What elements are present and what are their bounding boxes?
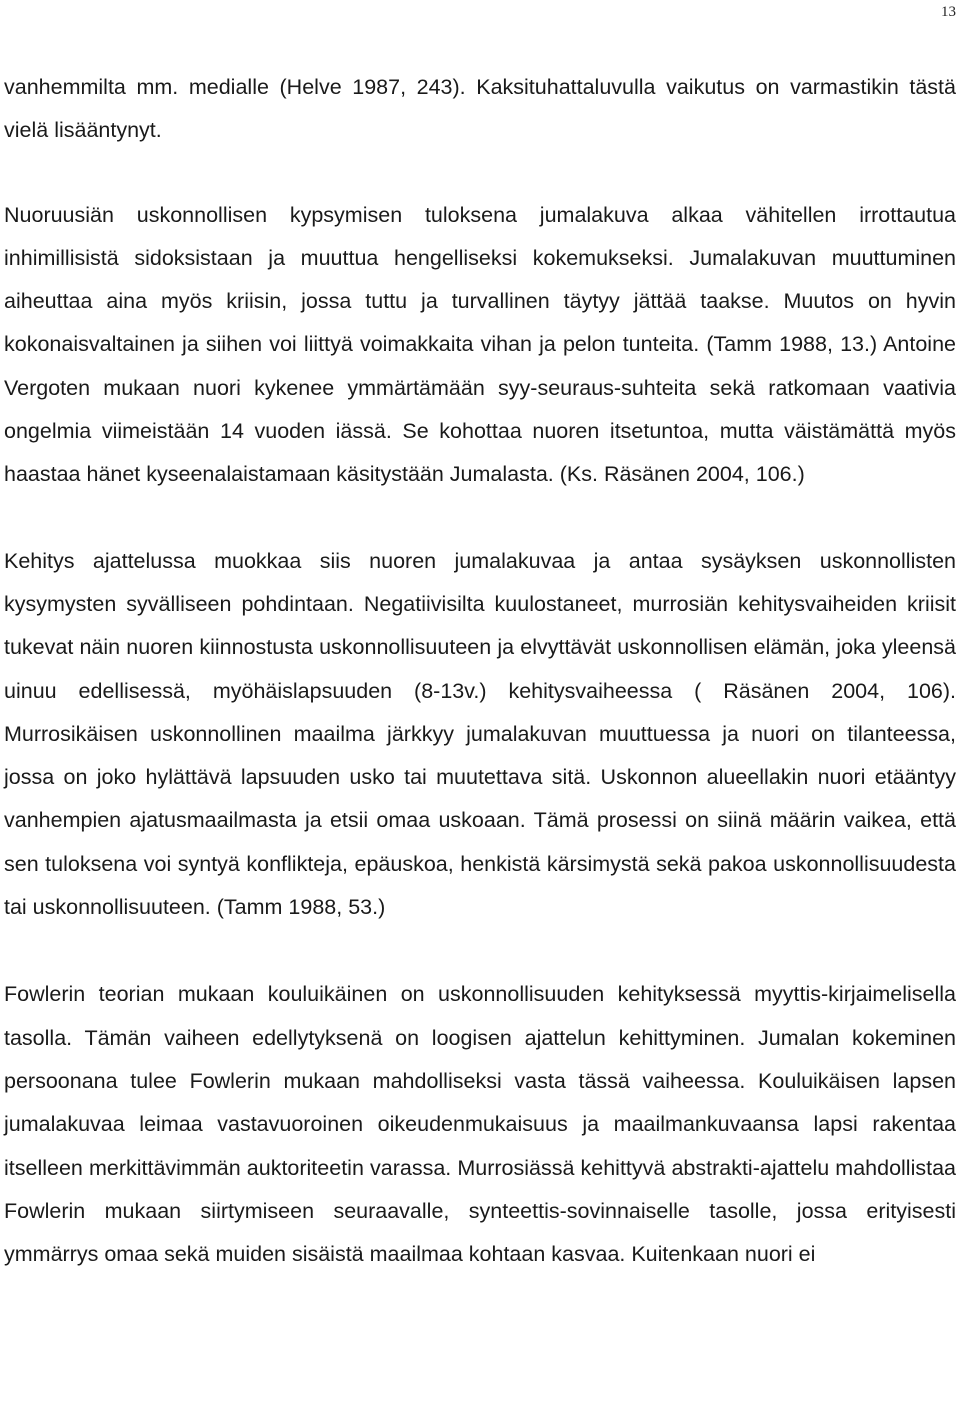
paragraph-3: Kehitys ajattelussa muokkaa siis nuoren jumalakuvaa ja antaa sysäyksen uskonnollisten kysymysten syvälliseen pohdintaan. Negatiivisilta kuulostaneet, murrosiän kehitysvaiheiden kriisit tukevat näin nuoren kiinnostusta uskonnollisuuteen ja elvyttävät uskonnollisen elämän, joka yleensä uinuu edellisessä, myöhäislapsuuden (8-13v.) kehitysvaiheessa ( Räsänen 2004, 106). Murrosikäisen uskonnollinen maailma järkkyy jumalakuvan muuttuessa ja nuori on tilanteessa, jossa on joko hylättävä lapsuuden usko tai muutettava sitä. Uskonnon alueellakin nuori etääntyy vanhempien ajatusmaailmasta ja etsii omaa uskoaan. Tämä prosessi on siinä määrin vaikea, että sen tuloksena voi syntyä konflikteja, epäuskoa, henkistä kärsimystä sekä pakoa uskonnollisuudesta tai uskonnollisuuteen. (Tamm 1988, 53.) <box>4 548 956 920</box>
paragraph-4: Fowlerin teorian mukaan kouluikäinen on uskonnollisuuden kehityksessä myyttis-kirjaimelisella tasolla. Tämän vaiheen edellytyksenä on loogisen ajattelun kehittyminen. Jumalan kokeminen persoonana tulee Fowlerin mukaan mahdolliseksi vasta tässä vaiheessa. Kouluikäisen lapsen jumalakuvaa leimaa vastavuoroinen oikeudenmukaisuus ja maailmankuvaansa lapsi rakentaa itselleen merkittävimmän auktoriteetin varassa. Murrosiässä kehittyvä abstrakti-ajattelu mahdollistaa Fowlerin mukaan siirtymiseen seuraavalle, synteettis-sovinnaiselle tasolle, jossa erityisesti ymmärrys omaa sekä muiden sisäistä maailmaa kohtaan kasvaa. Kuitenkaan nuori ei <box>4 982 956 1267</box>
paragraph-2: Nuoruusiän uskonnollisen kypsymisen tuloksena jumalakuva alkaa vähitellen irrottautua inhimillisistä sidoksistaan ja muuttua hengelliseksi kokemukseksi. Jumalakuvan muuttuminen aiheuttaa aina myös kriisin, jossa tuttu ja turvallinen täytyy jättää taakse. Muutos on hyvin kokonaisvaltainen ja siihen voi liittyä voimakkaita vihan ja pelon tunteita. (Tamm 1988, 13.) Antoine Vergoten mukaan nuori kykenee ymmärtämään syy-seuraus-suhteita sekä ratkomaan vaativia ongelmia viimeistään 14 vuoden iässä. Se kohottaa nuoren itsetuntoa, mutta väistämättä myös haastaa hänet kyseenalaistamaan käsitystään Jumalasta. (Ks. Räsänen 2004, 106.) <box>4 202 956 487</box>
page-number: 13 <box>941 4 956 20</box>
document-body <box>4 66 956 1276</box>
paragraph-1: vanhemmilta mm. medialle (Helve 1987, 243). Kaksituhattaluvulla vaikutus on varmastikin tästä vielä lisääntynyt. <box>4 75 956 143</box>
